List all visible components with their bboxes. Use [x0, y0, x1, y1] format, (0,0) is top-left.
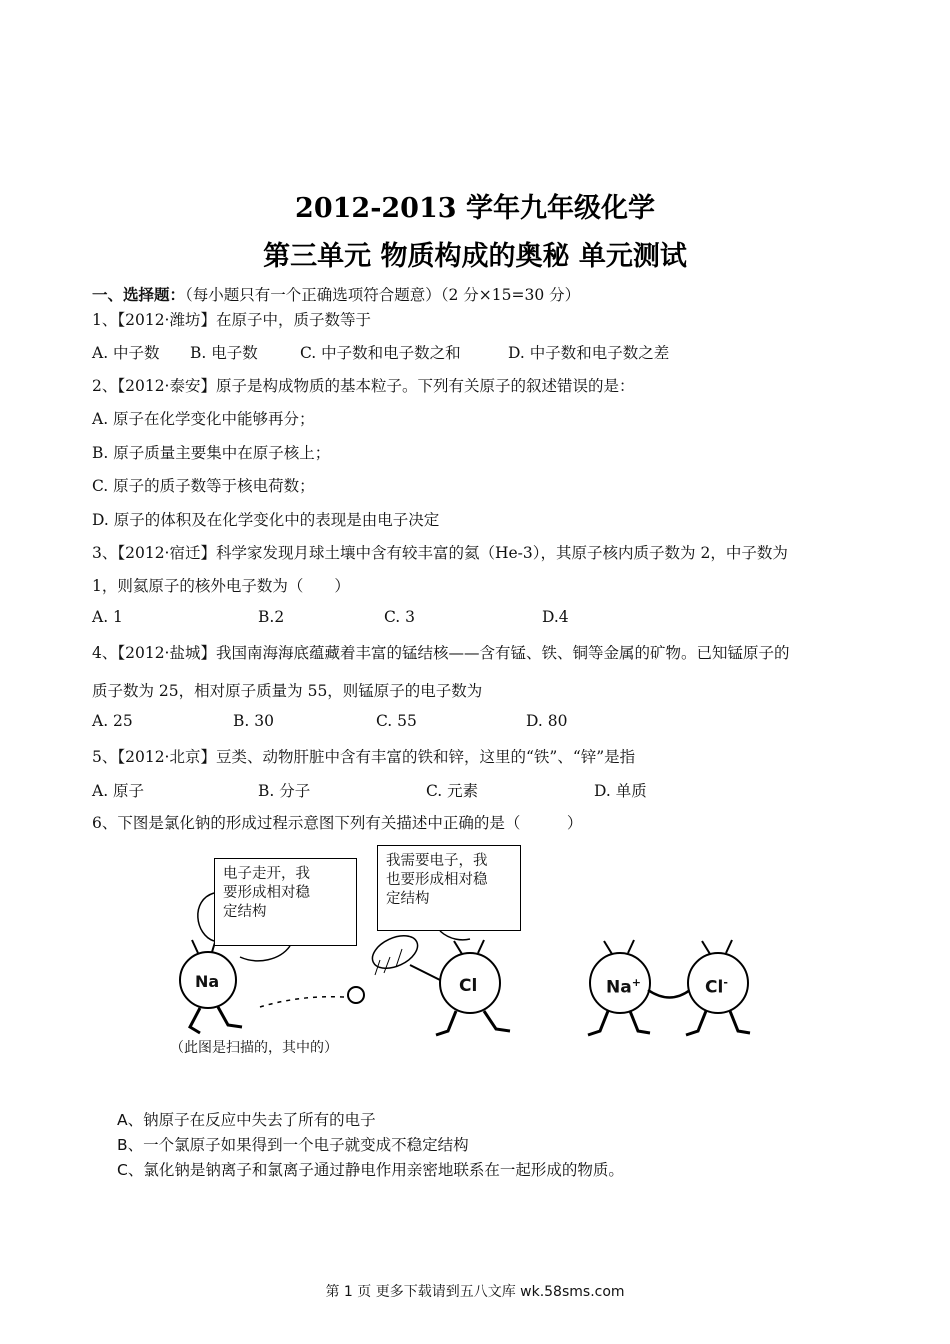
q2-option-d: D. 原子的体积及在化学变化中的表现是由电子决定 [92, 511, 440, 529]
q3-option-d: D.4 [542, 608, 569, 626]
cl-ion-charge: - [723, 976, 728, 989]
q4-option-a: A. 25 [92, 712, 133, 730]
q3-option-c: C. 3 [384, 608, 416, 626]
q3-option-a: A. 1 [92, 608, 123, 626]
cl-bubble-line: 也要形成相对稳 [386, 872, 488, 888]
na-speech-bubble [214, 858, 357, 946]
cl-bubble-line: 我需要电子，我 [386, 853, 488, 869]
question-4-stem-line1: 4、【2012·盐城】我国南海海底蕴藏着丰富的锰结核——含有锰、铁、铜等金属的矿物。已知锰原子的 [92, 644, 790, 662]
na-label: Na [195, 972, 220, 991]
q1-option-c: C. 中子数和电子数之和 [300, 344, 461, 362]
q5-option-d: D. 单质 [594, 782, 647, 800]
q2-option-b: B. 原子质量主要集中在原子核上； [92, 444, 331, 462]
na-bubble-line: 要形成相对稳 [223, 885, 310, 901]
na-ion-charge: + [631, 976, 641, 989]
question-6-stem: 6、下图是氯化钠的形成过程示意图下列有关描述中正确的是（ ） [92, 814, 583, 832]
question-2-stem: 2、【2012·泰安】原子是构成物质的基本粒子。下列有关原子的叙述错误的是： [92, 377, 635, 395]
na-bubble-line: 电子走开，我 [223, 866, 310, 882]
page-footer: 第 1 页 更多下载请到五八文库 wk.58sms.com [325, 1284, 625, 1300]
na-ion-symbol: Na [606, 977, 632, 998]
question-5-stem: 5、【2012·北京】豆类、动物肝脏中含有丰富的铁和锌，这里的“铁”、“锌”是指 [92, 748, 636, 766]
electron-icon [348, 987, 364, 1003]
section-note: （每小题只有一个正确选项符合题意）（2 分×15=30 分） [185, 286, 581, 304]
cl-label: Cl [459, 976, 478, 996]
q4-option-b: B. 30 [233, 712, 274, 730]
cl-speech-bubble [377, 845, 521, 931]
question-4-stem-line2: 质子数为 25，相对原子质量为 55，则锰原子的电子数为 [92, 682, 483, 700]
na-ion-label [606, 976, 641, 998]
sodium-chloride-figure [170, 845, 770, 1060]
na-bubble-line: 定结构 [223, 904, 267, 920]
q1-option-d: D. 中子数和电子数之差 [508, 344, 670, 362]
cl-bubble-line: 定结构 [386, 891, 430, 907]
section-heading-label: 一、选择题： [92, 285, 186, 304]
page-subtitle: 第三单元 物质构成的奥秘 单元测试 [263, 241, 687, 272]
q2-option-a: A. 原子在化学变化中能够再分； [92, 410, 315, 428]
q6-choice-c: C、氯化钠是钠离子和氯离子通过静电作用亲密地联系在一起形成的物质。 [117, 1161, 624, 1179]
q6-choice-a: A、钠原子在反应中失去了所有的电子 [117, 1111, 376, 1129]
section-heading [92, 283, 580, 305]
cl-ion-symbol: Cl [705, 977, 724, 998]
q4-option-c: C. 55 [376, 712, 417, 730]
q5-option-c: C. 元素 [426, 782, 479, 800]
question-3-stem-line2: 1，则氦原子的核外电子数为（ ） [92, 577, 350, 595]
figure-caption: （此图是扫描的，其中的） [170, 1040, 338, 1056]
question-3-stem-line1: 3、【2012·宿迁】科学家发现月球土壤中含有较丰富的氦（He-3），其原子核内质子数为 2，中子数为 [92, 544, 788, 562]
cl-ion-label [705, 976, 728, 998]
q1-option-a: A. 中子数 [92, 344, 160, 362]
question-1-stem: 1、【2012·潍坊】在原子中，质子数等于 [92, 311, 371, 329]
q5-option-a: A. 原子 [92, 782, 145, 800]
q5-option-b: B. 分子 [258, 782, 311, 800]
q1-option-b: B. 电子数 [190, 344, 258, 362]
page-title: 2012-2013 学年九年级化学 [295, 193, 655, 224]
q2-option-c: C. 原子的质子数等于核电荷数； [92, 477, 315, 495]
q4-option-d: D. 80 [526, 712, 568, 730]
q3-option-b: B.2 [258, 608, 285, 626]
q6-choice-b: B、一个氯原子如果得到一个电子就变成不稳定结构 [117, 1136, 469, 1154]
